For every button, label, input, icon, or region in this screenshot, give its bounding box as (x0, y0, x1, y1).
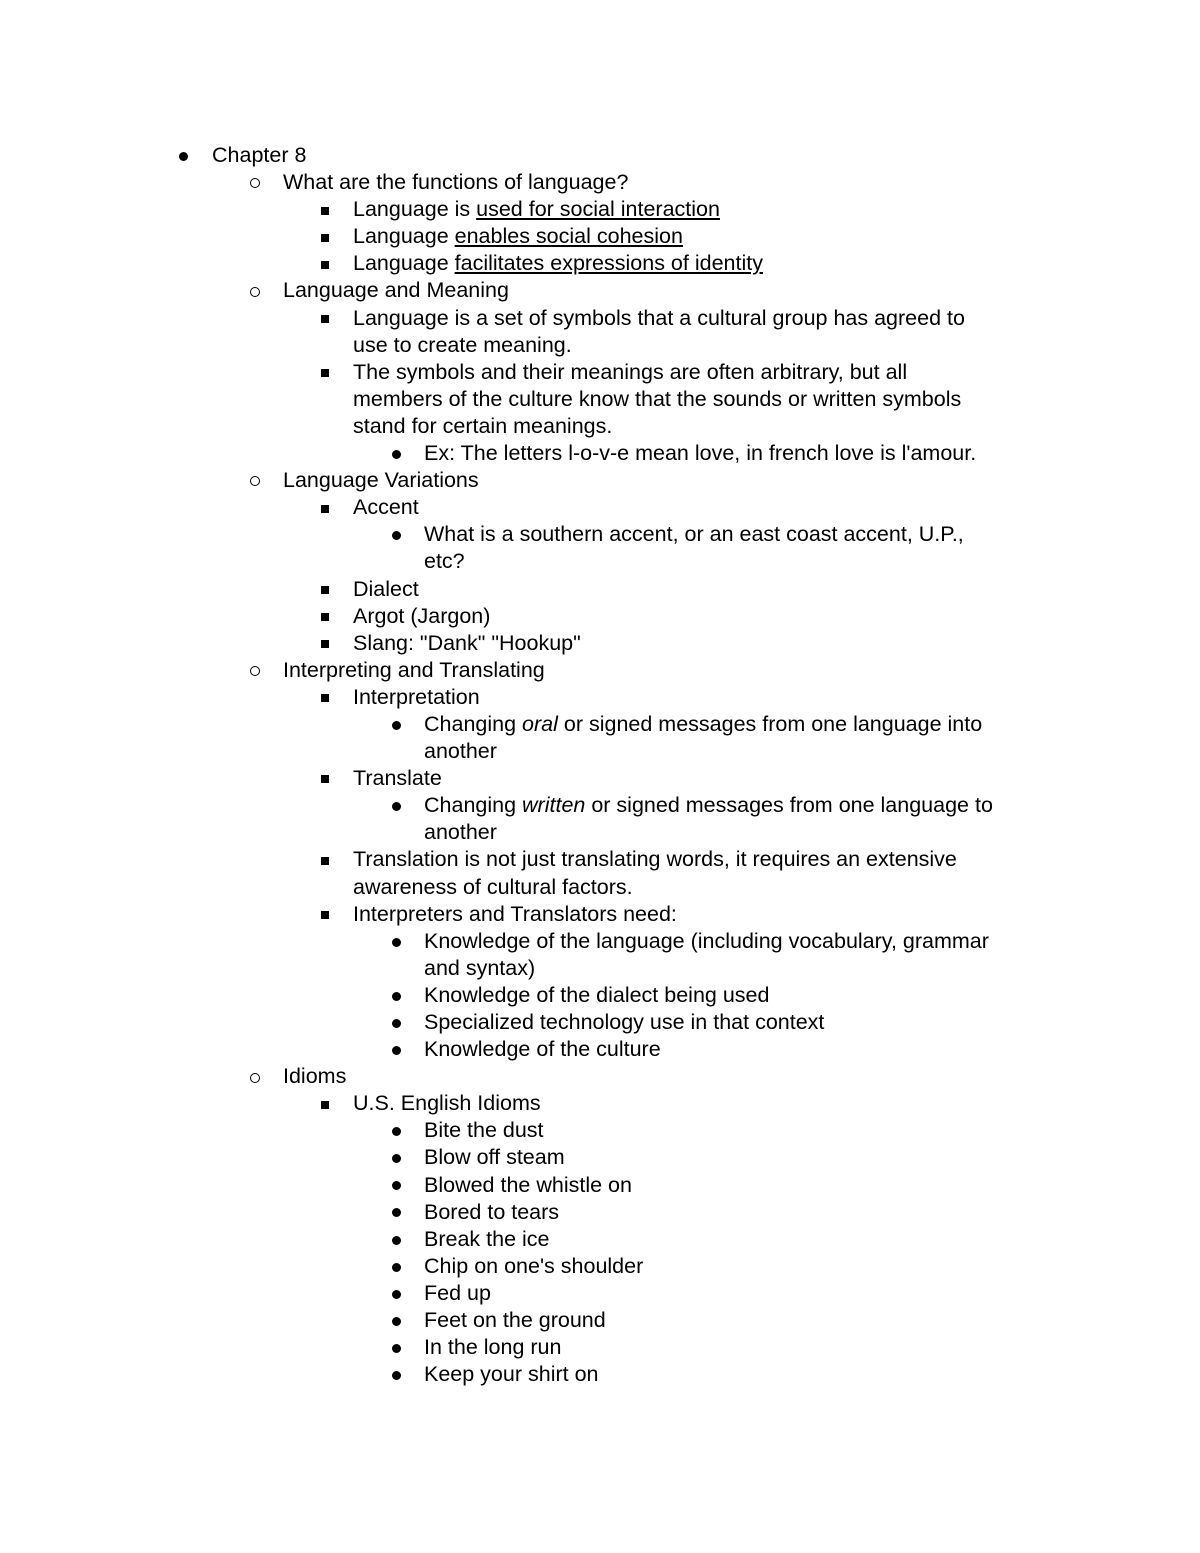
outline-continuation (0, 955, 1200, 982)
square-bullet-icon (318, 576, 332, 603)
square-bullet-icon (318, 684, 332, 711)
outline-continuation (0, 332, 1200, 359)
item-text: What is a southern accent, or an east coast accent, U.P., (424, 522, 964, 547)
outline-item (0, 711, 1200, 738)
outline-continuation (0, 819, 1200, 846)
outline-item (0, 223, 1200, 250)
square-bullet-icon (318, 603, 332, 630)
outline-continuation (0, 386, 1200, 413)
square-bullet-icon (318, 1090, 332, 1117)
filled-bullet-icon (389, 711, 403, 738)
item-text: The symbols and their meanings are often arbitrary, but all (353, 359, 908, 384)
item-text: Specialized technology use in that context (424, 1010, 825, 1034)
item-text: Language (353, 224, 455, 249)
item-text: Changing (424, 711, 523, 736)
filled-bullet-icon (389, 1036, 403, 1063)
item-text: etc? (424, 549, 465, 574)
item-text: members of the culture know that the sounds or written symbols (353, 386, 962, 411)
filled-bullet-icon (389, 928, 403, 955)
section-heading: Interpreting and Translating (283, 657, 545, 682)
item-text: Changing (424, 793, 523, 818)
section-heading: Language and Meaning (283, 278, 509, 303)
idiom-text: Blowed the whistle on (424, 1172, 632, 1197)
filled-bullet-icon (389, 440, 403, 467)
section-heading: Idioms (283, 1064, 347, 1089)
square-bullet-icon (318, 630, 332, 657)
item-text: Language (353, 251, 455, 276)
idiom-text: Bored to tears (424, 1199, 560, 1224)
outline-item (0, 603, 1200, 630)
outline-item (0, 846, 1200, 873)
filled-bullet-icon (176, 142, 190, 169)
idiom-text: In the long run (424, 1335, 562, 1360)
outline-item (0, 576, 1200, 603)
idiom-item (0, 1334, 1200, 1361)
square-bullet-icon (318, 846, 332, 873)
filled-bullet-icon (389, 1361, 403, 1388)
outline-item (0, 1036, 1200, 1063)
hollow-bullet-icon (248, 467, 262, 494)
item-text: Slang: "Dank" "Hookup" (353, 630, 581, 655)
idiom-item (0, 1280, 1200, 1307)
outline-item (0, 684, 1200, 711)
italic-term: oral (522, 711, 558, 736)
chapter-title: Chapter 8 (212, 143, 307, 167)
underlined-term: enables social cohesion (454, 224, 683, 249)
outline-continuation (0, 548, 1200, 575)
outline-item (0, 250, 1200, 277)
underlined-term: facilitates expressions of identity (454, 251, 763, 276)
item-text: Dialect (353, 576, 419, 601)
outline-item (0, 142, 1200, 169)
outline-item (0, 277, 1200, 304)
outline-item (0, 1063, 1200, 1090)
outline-item (0, 982, 1200, 1009)
outline-item (0, 305, 1200, 332)
filled-bullet-icon (389, 1117, 403, 1144)
filled-bullet-icon (389, 1144, 403, 1171)
item-text: Accent (353, 495, 419, 520)
idiom-text: Bite the dust (424, 1118, 544, 1143)
hollow-bullet-icon (248, 277, 262, 304)
square-bullet-icon (318, 359, 332, 386)
outline-item (0, 169, 1200, 196)
outline-item (0, 521, 1200, 548)
item-text: Knowledge of the language (including vocabulary, grammar (424, 928, 989, 953)
outline-continuation (0, 413, 1200, 440)
idiom-item (0, 1117, 1200, 1144)
item-text: Interpretation (353, 684, 480, 709)
filled-bullet-icon (389, 1280, 403, 1307)
outline-item (0, 901, 1200, 928)
square-bullet-icon (318, 223, 332, 250)
item-text: stand for certain meanings. (353, 413, 613, 438)
square-bullet-icon (318, 494, 332, 521)
section-heading: What are the functions of language? (283, 170, 629, 195)
example-text: Ex: The letters l-o-v-e mean love, in french love is l'amour. (424, 441, 977, 466)
item-text: Knowledge of the dialect being used (424, 982, 770, 1007)
item-text: or signed messages from one language into (557, 711, 983, 736)
square-bullet-icon (318, 196, 332, 223)
outline-item (0, 630, 1200, 657)
square-bullet-icon (318, 765, 332, 792)
filled-bullet-icon (389, 521, 403, 548)
item-text: awareness of cultural factors. (353, 874, 633, 899)
item-text: Argot (Jargon) (353, 603, 491, 628)
filled-bullet-icon (389, 1334, 403, 1361)
idiom-item (0, 1361, 1200, 1388)
filled-bullet-icon (389, 1172, 403, 1199)
idiom-text: Keep your shirt on (424, 1362, 599, 1387)
item-text: and syntax) (424, 955, 536, 980)
item-text: Translate (353, 766, 442, 791)
outline-item (0, 657, 1200, 684)
idiom-item (0, 1199, 1200, 1226)
square-bullet-icon (318, 250, 332, 277)
item-text: another (424, 739, 497, 764)
filled-bullet-icon (389, 1199, 403, 1226)
filled-bullet-icon (389, 982, 403, 1009)
italic-term: written (522, 793, 586, 818)
filled-bullet-icon (389, 792, 403, 819)
outline-item (0, 1090, 1200, 1117)
hollow-bullet-icon (248, 169, 262, 196)
outline-item (0, 792, 1200, 819)
item-text: Language is (353, 197, 477, 222)
idiom-item (0, 1226, 1200, 1253)
filled-bullet-icon (389, 1307, 403, 1334)
outline-item (0, 440, 1200, 467)
section-heading: Language Variations (283, 468, 479, 493)
hollow-bullet-icon (248, 657, 262, 684)
item-text: U.S. English Idioms (353, 1091, 541, 1116)
idiom-text: Break the ice (424, 1226, 550, 1251)
outline-item (0, 765, 1200, 792)
item-text: or signed messages from one language to (585, 793, 993, 818)
item-text: use to create meaning. (353, 332, 572, 357)
document-outline (0, 142, 1200, 1388)
filled-bullet-icon (389, 1009, 403, 1036)
outline-item (0, 928, 1200, 955)
outline-continuation (0, 874, 1200, 901)
idiom-item (0, 1253, 1200, 1280)
filled-bullet-icon (389, 1253, 403, 1280)
idiom-item (0, 1144, 1200, 1171)
filled-bullet-icon (389, 1226, 403, 1253)
underlined-term: used for social interaction (476, 197, 720, 222)
outline-item (0, 359, 1200, 386)
idiom-item (0, 1172, 1200, 1199)
idiom-text: Blow off steam (424, 1145, 565, 1170)
outline-continuation (0, 738, 1200, 765)
item-text: Language is a set of symbols that a cultural group has agreed to (353, 305, 965, 330)
idiom-text: Feet on the ground (424, 1308, 606, 1333)
outline-item (0, 196, 1200, 223)
square-bullet-icon (318, 305, 332, 332)
outline-item (0, 494, 1200, 521)
idiom-text: Fed up (424, 1280, 491, 1305)
item-text: Knowledge of the culture (424, 1037, 661, 1062)
square-bullet-icon (318, 901, 332, 928)
hollow-bullet-icon (248, 1063, 262, 1090)
item-text: Translation is not just translating words, it requires an extensive (353, 847, 957, 872)
outline-item (0, 467, 1200, 494)
item-text: Interpreters and Translators need: (353, 901, 677, 926)
outline-item (0, 1009, 1200, 1036)
item-text: another (424, 820, 497, 845)
idiom-item (0, 1307, 1200, 1334)
idiom-text: Chip on one's shoulder (424, 1253, 644, 1278)
